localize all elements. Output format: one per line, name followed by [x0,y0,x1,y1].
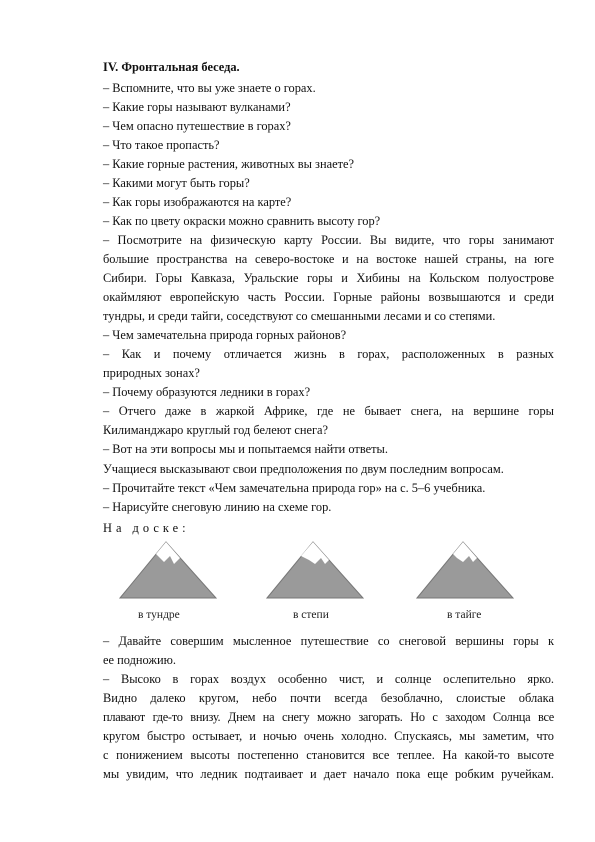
paragraph-line: Видно далеко кругом, небо почти всегда безоблачно, слоистые облака [103,691,554,705]
paragraph-line: – Посмотрите на физическую карту России. Вы видите, что горы занимают [103,233,554,247]
paragraph-line: тундры, и среди тайги, соседствуют со смешанными лесами и со степями. [103,309,496,323]
caption-taiga: в тайге [447,609,482,621]
question-line: Килиманджаро круглый год белеют снега? [103,423,329,437]
question-line: – Какие горы называют вулканами? [103,100,291,114]
caption-tundra: в тундре [138,609,180,621]
question-line: – Отчего даже в жаркой Африке, где не бывает снега, на вершине горы [103,404,554,418]
mountain-taiga-diagram [415,540,515,600]
paragraph-line: большие пространства на северо-востоке и на востоке нашей страны, на юге [103,252,554,266]
paragraph-line: мы увидим, что ледник подтаивает и дает начало пока еще робким ручейкам. [103,767,554,781]
mountain-steppe-diagram [265,540,365,600]
question-line: – Как и почему отличается жизнь в горах, расположенных в разных [103,347,554,361]
paragraph-line: с понижением высоты постепенно становится все теплее. На какой-то высоте [103,748,554,762]
question-line: – Чем опасно путешествие в горах? [103,119,291,133]
question-line: – Вот на эти вопросы мы и попытаемся найти ответы. [103,442,388,456]
question-line: – Какими могут быть горы? [103,176,250,190]
question-line: – Как горы изображаются на карте? [103,195,292,209]
instruction-line: – Нарисуйте снеговую линию на схеме гор. [103,500,332,514]
paragraph-line: – Давайте совершим мысленное путешествие со снеговой вершины горы к [103,634,554,648]
paragraph-line: кругом быстро остывает, и ночью очень холодно. Спускаясь, мы заметим, что [103,729,554,743]
instruction-line: Учащиеся высказывают свои предположения по двум последним вопросам. [103,462,504,476]
caption-steppe: в степи [293,609,329,621]
paragraph-line: Сибири. Горы Кавказа, Уральские горы и Хибины на Кольском полуострове [103,271,554,285]
question-line: – Что такое пропасть? [103,138,220,152]
question-line: природных зонах? [103,366,200,380]
question-line: – Чем замечательна природа горных районов? [103,328,347,342]
paragraph-line: плавают где-то внизу. Днем на снегу можно загорать. Но с заходом Солнца все [103,710,554,724]
paragraph-line: – Высоко в горах воздух особенно чист, и солнце ослепительно ярко. [103,672,554,686]
question-line: – Как по цвету окраски можно сравнить высоту гор? [103,214,381,228]
board-label: На доске: [103,521,190,535]
question-line: – Вспомните, что вы уже знаете о горах. [103,81,316,95]
section-heading: IV. Фронтальная беседа. [103,60,240,74]
paragraph-line: окаймляют европейскую часть России. Горные районы возвышаются и среди [103,290,554,304]
mountain-tundra-diagram [118,540,218,600]
question-line: – Почему образуются ледники в горах? [103,385,311,399]
question-line: – Какие горные растения, животных вы знаете? [103,157,354,171]
paragraph-line: ее подножию. [103,653,176,667]
instruction-line: – Прочитайте текст «Чем замечательна природа гор» на с. 5–6 учебника. [103,481,486,495]
